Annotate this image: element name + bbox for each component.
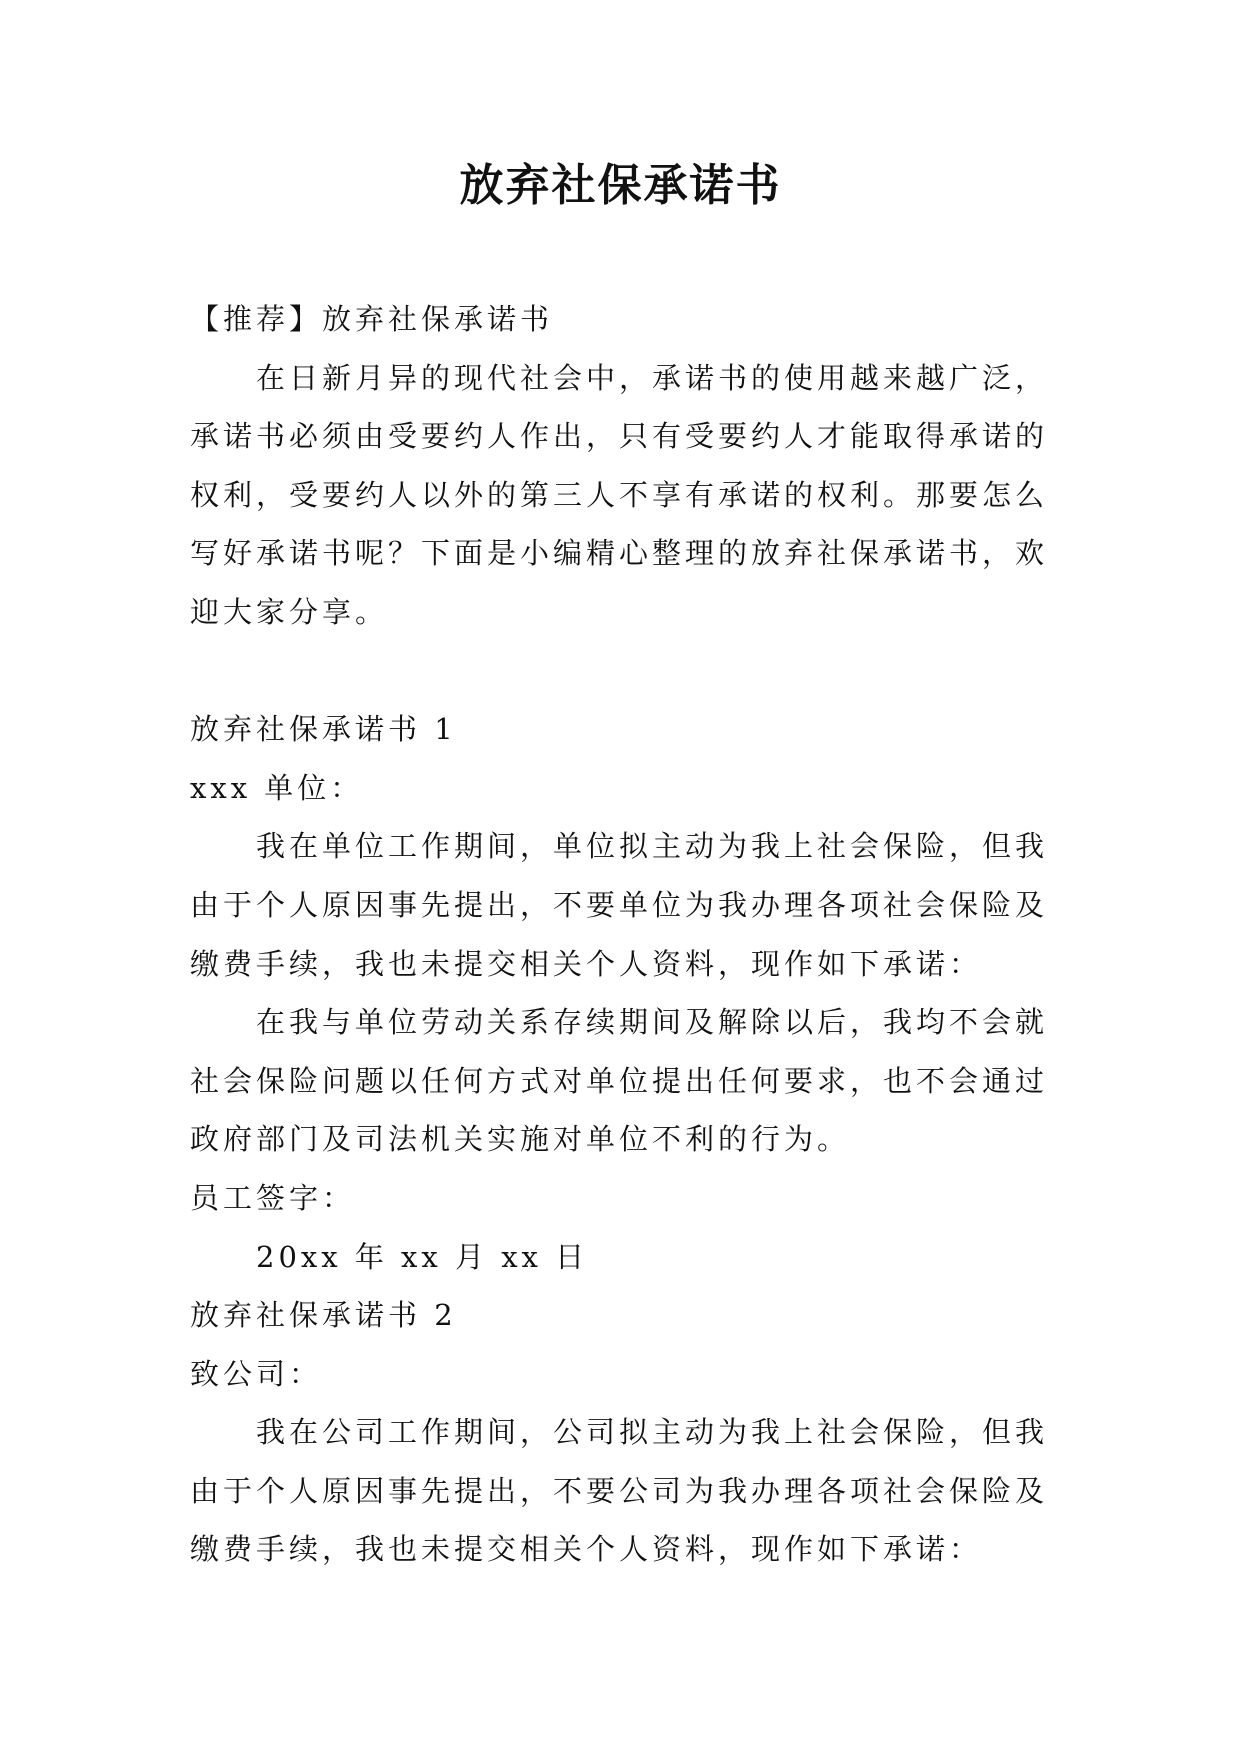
letter-heading: 放弃社保承诺书 2 [190, 1298, 457, 1333]
intro-paragraph-line: 在日新月异的现代社会中，承诺书的使用越来越广泛， [256, 360, 1049, 395]
intro-paragraph [190, 349, 1190, 642]
paragraph-line: 我在公司工作期间，公司拟主动为我上社会保险，但我 [256, 1415, 1049, 1450]
letter-paragraph [190, 993, 1190, 1169]
document-title: 放弃社保承诺书 [459, 160, 782, 211]
intro-heading: 【推荐】放弃社保承诺书 [190, 302, 554, 336]
paragraph-line: 由于个人原因事先提出，不要单位为我办理各项社会保险及 [190, 887, 1049, 922]
paragraph-line: 我在单位工作期间，单位拟主动为我上社会保险，但我 [256, 829, 1049, 864]
document-body [190, 290, 1190, 1579]
paragraph-line: 政府部门及司法机关实施对单位不利的行为。 [190, 1122, 851, 1157]
blank-line [190, 642, 1190, 701]
letter-heading: 放弃社保承诺书 1 [190, 712, 457, 747]
intro-paragraph-line: 写好承诺书呢？下面是小编精心整理的放弃社保承诺书，欢 [190, 536, 1049, 571]
letter-paragraph [190, 1403, 1190, 1579]
paragraph-line: 缴费手续，我也未提交相关个人资料，现作如下承诺： [190, 946, 983, 981]
letter-2 [190, 1286, 1190, 1579]
paragraph-line: 社会保险问题以任何方式对单位提出任何要求，也不会通过 [190, 1063, 1049, 1098]
intro-paragraph-line: 迎大家分享。 [190, 594, 389, 629]
paragraph-line: 缴费手续，我也未提交相关个人资料，现作如下承诺： [190, 1532, 983, 1567]
intro-paragraph-line: 承诺书必须由受要约人作出，只有受要约人才能取得承诺的 [190, 419, 1049, 454]
letter-salutation: 致公司： [190, 1356, 323, 1391]
signature-label: 员工签字： [190, 1180, 356, 1215]
paragraph-line: 由于个人原因事先提出，不要公司为我办理各项社会保险及 [190, 1473, 1049, 1508]
date-line: 20xx 年 xx 月 xx 日 [256, 1239, 589, 1274]
letter-paragraph [190, 817, 1190, 993]
letter-1 [190, 700, 1190, 1286]
intro-paragraph-line: 权利，受要约人以外的第三人不享有承诺的权利。那要怎么 [190, 477, 1049, 512]
letter-salutation: xxx 单位： [190, 770, 364, 805]
paragraph-line: 在我与单位劳动关系存续期间及解除以后，我均不会就 [256, 1005, 1049, 1040]
